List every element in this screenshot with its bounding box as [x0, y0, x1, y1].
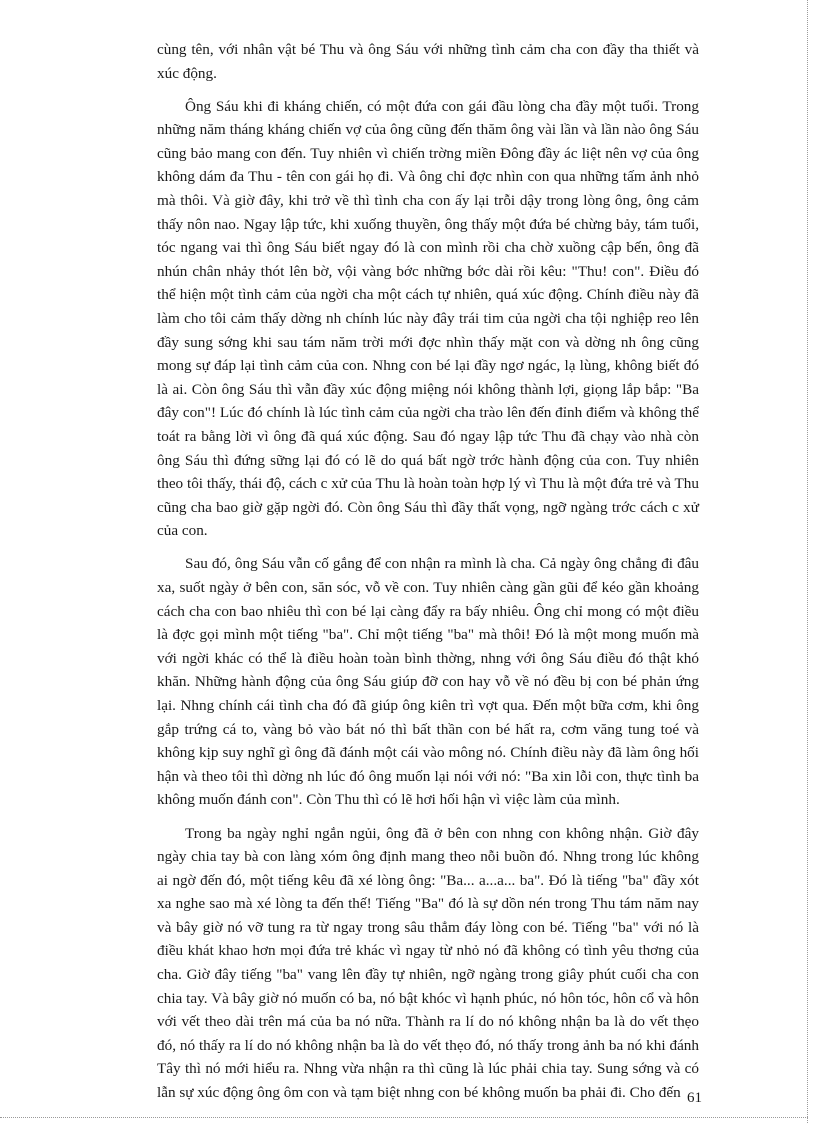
paragraph: Trong ba ngày nghỉ ngắn ngủi, ông đã ở bên con nhng con không nhận. Giờ đây ngày chia tay bà con làng xóm ông định mang theo nỗi buồn đó. Nhng trong lúc không ai ngờ đến đó, một tiếng kêu đã xé lòng ông: "Ba... a...a... ba". Đó là tiếng "ba" đầy xót xa nghe sao mà xé lòng ta đến thế! Tiếng "Ba" đó là sự dồn nén trong Thu tám năm nay và bây giờ nó vỡ tung ra từ ngay trong sâu thẳm đáy lòng con bé. Tiếng "ba" với nó là điều khát khao hơn mọi đứa trẻ khác vì ngay từ nhỏ nó đã không có tình yêu thơng của cha. Giờ đây tiếng "ba" vang lên đầy tự nhiên, ngỡ ngàng trong giây phút cuối cha con chia tay. Và bây giờ nó muốn có ba, nó bật khóc vì hạnh phúc, nó hôn tóc, hôn cổ và hôn với vết theo dài trên má của ba nó nữa. Thành ra lí do nó không nhận ba là do vết thẹo đó, nó thấy ra lí do nó không nhận ba là do vết thẹo đó, nó thấy trong ảnh ba nó khi đánh Tây thì nó mới hiểu ra. Nhng vừa nhận ra thì cũng là lúc phải chia tay. Sung sớng và có lẫn sự xúc động ông ôm con và tạm biệt nhng con bé không muốn ba phải đi. Cho đến	[157, 824, 699, 1102]
page-border-bottom	[0, 1117, 808, 1118]
paragraph: Sau đó, ông Sáu vẫn cố gắng để con nhận ra mình là cha. Cả ngày ông chẳng đi đâu xa, suốt ngày ở bên con, săn sóc, vỗ về con. Tuy nhiên càng gần gũi để kéo gần khoảng cách cha con bao nhiêu thì con bé lại càng đẩy ra bấy nhiêu. Ông chỉ mong có một điều là đợc gọi mình một tiếng "ba". Chỉ một tiếng "ba" mà thôi! Đó là một mong muốn mà với ngời khác có thể là điều hoàn toàn bình thờng, nhng với ông Sáu điều đó thật khó khăn. Những hành động của ông Sáu giúp đỡ con hay vỗ về nó đều bị con bé phản ứng lại. Nhng chính cái tình cha đó đã giúp ông kiên trì vợt qua. Đến một bữa cơm, khi ông gắp trứng cá to, vàng bỏ vào bát nó thì bất thần con bé hất ra, cơm văng tung toé và không kịp suy nghĩ gì ông đã đánh một cái vào mông nó. Chính điều này đã làm ông hối hận và theo tôi thì dờng nh lúc đó ông muốn lại nói với nó: "Ba xin lỗi con, thực tình ba không muốn đánh con". Còn Thu thì có lẽ hơi hối hận vì việc làm của mình.	[157, 555, 699, 809]
page-number: 61	[687, 1090, 702, 1106]
page-border-right	[807, 0, 808, 1123]
paragraph: cùng tên, với nhân vật bé Thu và ông Sáu với những tình cảm cha con đầy tha thiết và xúc động.	[157, 41, 699, 82]
body-text	[157, 38, 699, 1114]
paragraph: Ông Sáu khi đi kháng chiến, có một đứa con gái đầu lòng cha đầy một tuổi. Trong những năm tháng kháng chiến vợ của ông cũng đến thăm ông vài lần và lần nào ông Sáu cũng bảo mang con đến. Tuy nhiên vì chiến trờng miền Đông đầy ác liệt nên vợ của ông không dám đa Thu - tên con gái họ đi. Và ông chỉ đợc nhìn con qua những tấm ảnh nhỏ mà thôi. Và giờ đây, khi trở về thì tình cha con ấy lại trỗi dậy trong lòng ông, ông cảm thấy nôn nao. Ngay lập tức, khi xuống thuyền, ông thấy một đứa bé chừng bảy, tám tuổi, tóc ngang vai thì ông Sáu biết ngay đó là con mình rồi cha chờ xuồng cập bến, ông đã nhún chân nhảy thót lên bờ, vội vàng bớc những bớc dài rồi kêu: "Thu! con". Điều đó thể hiện một tình cảm của ngời cha một cách tự nhiên, quá xúc động. Chính điều này đã làm cho tôi cảm thấy dờng nh chính lúc này đây trái tim của ngời cha tội nghiệp reo lên đầy sung sớng khi sau tám năm trời mới đợc nhìn thấy mặt con và dờng nh ông cũng mong sự đáp lại tình cảm của con. Nhng con bé lại đầy ngơ ngác, lạ lùng, không biết đó là ai. Còn ông Sáu thì vẫn đầy xúc động miệng nói không thành lợi, giọng lắp bắp: "Ba đây con"! Lúc đó chính là lúc tình cảm của ngời cha trào lên đến đỉnh điểm và không thể toát ra bằng lời vì ông đã quá xúc động. Sau đó ngay lập tức Thu đã chạy vào nhà còn ông Sáu thì đứng sững lại đó có lẽ do quá bất ngờ trớc hành động của con. Tuy nhiên theo tôi thấy, thái độ, cách c xử của Thu là hoàn toàn hợp lý vì Thu là một đứa trẻ và Thu cũng cha bao giờ gặp ngời đó. Còn ông Sáu thì đầy thất vọng, ngỡ ngàng trớc cách c xử của con.	[157, 97, 699, 540]
